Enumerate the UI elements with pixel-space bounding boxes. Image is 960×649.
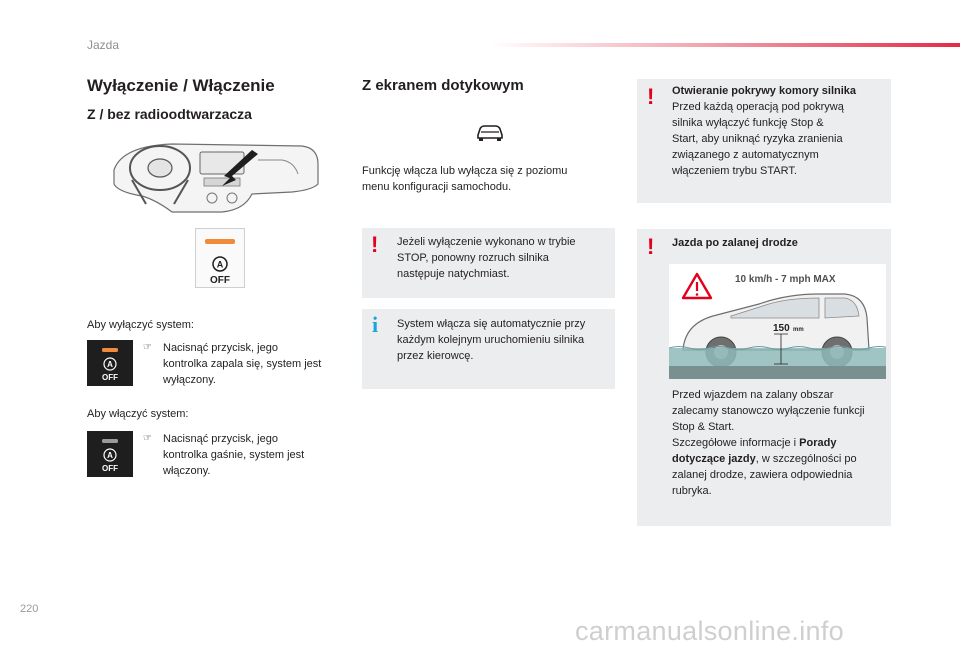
- warning-icon: !: [647, 84, 655, 109]
- svg-text:A: A: [216, 259, 224, 270]
- flooded-road-title: Jazda po zalanej drodze: [672, 237, 798, 249]
- page-title: Wyłączenie / Włączenie: [87, 76, 275, 95]
- info-icon: i: [372, 312, 379, 337]
- off-button-closeup: [195, 228, 245, 288]
- flooded-road-text: Przed wjazdem na zalany obszar zalecamy stanowczo wyłączenie funkcji Stop & Start. Szczegółowe informacje i Porady dotyczące jazdy, w szczególności po zalanej drodze, zawiera odpowiednia rubryka.: [672, 389, 865, 497]
- svg-text:mm: mm: [793, 327, 804, 333]
- flooded-road-illustration: [669, 264, 886, 379]
- page-number: 220: [20, 603, 39, 615]
- enable-intro: Aby włączyć system:: [87, 408, 189, 420]
- warning-icon: !: [647, 234, 655, 259]
- auto-enable-info-text: System włącza się automatycznie przy każdym kolejnym uruchomieniu silnika przez kierowcę.: [397, 318, 586, 362]
- car-icon: [475, 122, 505, 142]
- svg-text:150: 150: [773, 323, 790, 334]
- section-subtitle: Z / bez radioodtwarzacza: [87, 106, 252, 122]
- svg-text:A: A: [107, 360, 113, 369]
- off-button-lit: [87, 340, 133, 386]
- svg-text:OFF: OFF: [102, 373, 118, 382]
- warning-icon: !: [371, 232, 379, 257]
- dashboard-illustration: [112, 140, 322, 220]
- enable-step: Nacisnąć przycisk, jego kontrolka gaśnie, system jest włączony.: [163, 433, 305, 477]
- bonnet-warning-text: Otwieranie pokrywy komory silnika Przed każdą operacją pod pokrywą silnika wyłączyć funkcję Stop & Start, aby uniknąć ryzyka zranienia związanego z automatycznym włączeniem trybu START.: [672, 85, 857, 177]
- header-divider: [490, 43, 960, 47]
- bullet-icon: ☞: [143, 342, 152, 353]
- section-label: Jazda: [87, 38, 120, 52]
- svg-text:10 km/h - 7 mph MAX: 10 km/h - 7 mph MAX: [735, 274, 836, 285]
- touchscreen-title: Z ekranem dotykowym: [362, 77, 524, 94]
- off-button-unlit: [87, 431, 133, 477]
- disable-intro: Aby wyłączyć system:: [87, 319, 194, 331]
- touchscreen-intro: Funkcję włącza lub wyłącza się z poziomu menu konfiguracji samochodu.: [362, 165, 568, 193]
- disable-step: Nacisnąć przycisk, jego kontrolka zapala się, system jest wyłączony.: [163, 342, 322, 386]
- stop-mode-warning-text: Jeżeli wyłączenie wykonano w trybie STOP, ponowny rozruch silnika następuje natychmiast.: [397, 236, 576, 280]
- svg-text:A: A: [107, 451, 113, 460]
- svg-text:OFF: OFF: [102, 464, 118, 473]
- svg-text:OFF: OFF: [210, 275, 230, 286]
- watermark: carmanualsonline.info: [575, 616, 844, 646]
- bullet-icon: ☞: [143, 433, 152, 444]
